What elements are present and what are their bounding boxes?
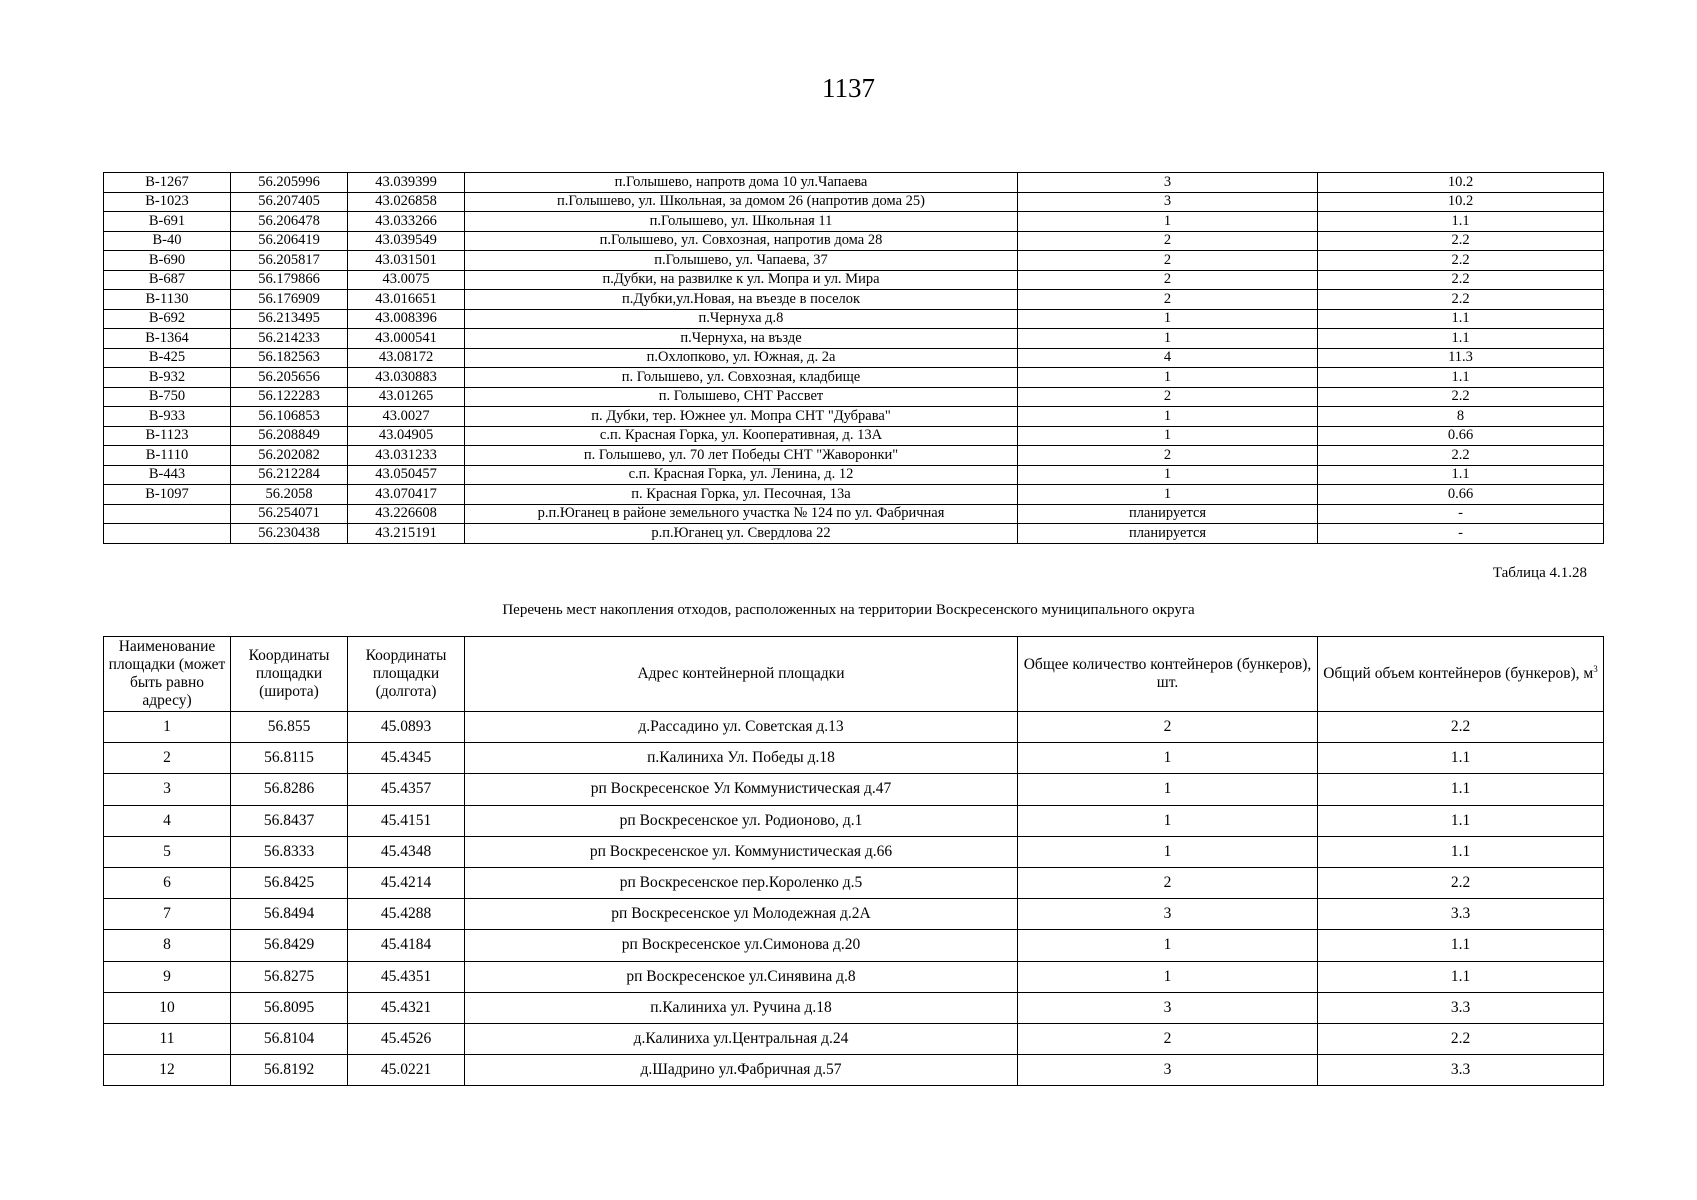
cell-longitude: 45.4345 bbox=[348, 743, 465, 774]
cell-container-volume: 2.2 bbox=[1318, 387, 1604, 407]
cell-address: рп Воскресенское пер.Короленко д.5 bbox=[465, 867, 1018, 898]
cell-latitude: 56.213495 bbox=[231, 309, 348, 329]
cell-longitude: 43.000541 bbox=[348, 329, 465, 349]
table-row bbox=[104, 1055, 1604, 1086]
cell-container-volume: 1.1 bbox=[1318, 465, 1604, 485]
cell-container-count: 3 bbox=[1018, 192, 1318, 212]
table-row bbox=[104, 446, 1604, 466]
table-row bbox=[104, 992, 1604, 1023]
header-site-name: Наименование площадки (может быть равно адресу) bbox=[104, 637, 231, 712]
table-row bbox=[104, 270, 1604, 290]
cell-site-name: В-1097 bbox=[104, 485, 231, 505]
cell-container-volume: 0.66 bbox=[1318, 485, 1604, 505]
cell-container-volume: 0.66 bbox=[1318, 426, 1604, 446]
cell-container-count: 1 bbox=[1018, 743, 1318, 774]
cell-container-volume: 10.2 bbox=[1318, 173, 1604, 193]
cell-site-name: 4 bbox=[104, 805, 231, 836]
table-row bbox=[104, 387, 1604, 407]
cell-container-volume: 2.2 bbox=[1318, 270, 1604, 290]
cell-container-count: 1 bbox=[1018, 329, 1318, 349]
table-row bbox=[104, 1023, 1604, 1054]
cell-container-volume: 1.1 bbox=[1318, 212, 1604, 232]
cell-address: п.Дубки, на развилке к ул. Мопра и ул. Мира bbox=[465, 270, 1018, 290]
cell-address: рп Воскресенское ул. Коммунистическая д.66 bbox=[465, 836, 1018, 867]
cell-container-count: 3 bbox=[1018, 992, 1318, 1023]
cell-container-volume: 2.2 bbox=[1318, 231, 1604, 251]
table-row bbox=[104, 524, 1604, 544]
cell-longitude: 43.039399 bbox=[348, 173, 465, 193]
table-title: Перечень мест накопления отходов, расположенных на территории Воскресенского муниципального округа bbox=[502, 602, 1195, 618]
cell-latitude: 56.8429 bbox=[231, 930, 348, 961]
cell-container-volume: 1.1 bbox=[1318, 743, 1604, 774]
cell-container-volume: 1.1 bbox=[1318, 836, 1604, 867]
cell-address: р.п.Юганец в районе земельного участка № 124 по ул. Фабричная bbox=[465, 504, 1018, 524]
cell-site-name: В-1023 bbox=[104, 192, 231, 212]
cell-latitude: 56.8095 bbox=[231, 992, 348, 1023]
cell-site-name: 9 bbox=[104, 961, 231, 992]
cell-container-volume: 1.1 bbox=[1318, 774, 1604, 805]
table-row bbox=[104, 712, 1604, 743]
table-header-row bbox=[104, 637, 1604, 712]
cell-container-volume: 1.1 bbox=[1318, 930, 1604, 961]
cell-latitude: 56.106853 bbox=[231, 407, 348, 427]
cell-longitude: 45.4526 bbox=[348, 1023, 465, 1054]
cell-site-name: В-443 bbox=[104, 465, 231, 485]
cell-container-count: 2 bbox=[1018, 867, 1318, 898]
cell-latitude: 56.207405 bbox=[231, 192, 348, 212]
cell-container-volume: 2.2 bbox=[1318, 446, 1604, 466]
cell-container-count: 2 bbox=[1018, 290, 1318, 310]
cell-address: с.п. Красная Горка, ул. Кооперативная, д. 13А bbox=[465, 426, 1018, 446]
cell-latitude: 56.2058 bbox=[231, 485, 348, 505]
cell-address: п.Голышево, ул. Школьная 11 bbox=[465, 212, 1018, 232]
table-row bbox=[104, 930, 1604, 961]
cell-address: д.Шадрино ул.Фабричная д.57 bbox=[465, 1055, 1018, 1086]
cell-address: рп Воскресенское Ул Коммунистическая д.47 bbox=[465, 774, 1018, 805]
cell-site-name: В-750 bbox=[104, 387, 231, 407]
cell-latitude: 56.230438 bbox=[231, 524, 348, 544]
cell-latitude: 56.8494 bbox=[231, 899, 348, 930]
cell-longitude: 43.01265 bbox=[348, 387, 465, 407]
cell-longitude: 43.031233 bbox=[348, 446, 465, 466]
cell-latitude: 56.8425 bbox=[231, 867, 348, 898]
table-row bbox=[104, 426, 1604, 446]
cell-site-name: 10 bbox=[104, 992, 231, 1023]
cell-container-volume: 11.3 bbox=[1318, 348, 1604, 368]
table-row bbox=[104, 309, 1604, 329]
cell-container-count: 2 bbox=[1018, 1023, 1318, 1054]
cell-address: п.Калиниха ул. Ручина д.18 bbox=[465, 992, 1018, 1023]
cell-address: п.Чернуха, на възде bbox=[465, 329, 1018, 349]
cell-address: п.Чернуха д.8 bbox=[465, 309, 1018, 329]
cell-longitude: 45.0221 bbox=[348, 1055, 465, 1086]
table-row bbox=[104, 173, 1604, 193]
cell-site-name bbox=[104, 504, 231, 524]
table-row bbox=[104, 290, 1604, 310]
cell-container-count: 3 bbox=[1018, 1055, 1318, 1086]
cell-container-count: 1 bbox=[1018, 368, 1318, 388]
cell-site-name: В-691 bbox=[104, 212, 231, 232]
cell-site-name: В-933 bbox=[104, 407, 231, 427]
cell-address: п.Голышево, напротв дома 10 ул.Чапаева bbox=[465, 173, 1018, 193]
table-row bbox=[104, 774, 1604, 805]
cell-site-name: В-40 bbox=[104, 231, 231, 251]
cell-container-volume: 2.2 bbox=[1318, 251, 1604, 271]
header-longitude: Координаты площадки (долгота) bbox=[348, 637, 465, 712]
cell-longitude: 43.026858 bbox=[348, 192, 465, 212]
cell-site-name: 3 bbox=[104, 774, 231, 805]
cell-site-name: В-690 bbox=[104, 251, 231, 271]
cell-address: п. Голышево, ул. Совхозная, кладбище bbox=[465, 368, 1018, 388]
cell-longitude: 45.4321 bbox=[348, 992, 465, 1023]
header-container-count: Общее количество контейнеров (бункеров), шт. bbox=[1018, 637, 1318, 712]
cell-container-count: 1 bbox=[1018, 961, 1318, 992]
cell-container-count: 4 bbox=[1018, 348, 1318, 368]
cell-latitude: 56.205996 bbox=[231, 173, 348, 193]
cell-address: п.Калиниха Ул. Победы д.18 bbox=[465, 743, 1018, 774]
cell-container-volume: 3.3 bbox=[1318, 899, 1604, 930]
cell-container-volume: 2.2 bbox=[1318, 290, 1604, 310]
cell-longitude: 45.4351 bbox=[348, 961, 465, 992]
table-row bbox=[104, 407, 1604, 427]
cell-site-name: 7 bbox=[104, 899, 231, 930]
cell-longitude: 45.4184 bbox=[348, 930, 465, 961]
cell-site-name: В-1130 bbox=[104, 290, 231, 310]
cell-container-volume: 1.1 bbox=[1318, 329, 1604, 349]
cell-container-volume: 8 bbox=[1318, 407, 1604, 427]
table-row bbox=[104, 212, 1604, 232]
table-number-label: Таблица 4.1.28 bbox=[1492, 565, 1587, 581]
cell-container-volume: 3.3 bbox=[1318, 992, 1604, 1023]
cell-longitude: 43.215191 bbox=[348, 524, 465, 544]
table-row bbox=[104, 348, 1604, 368]
table-row bbox=[104, 251, 1604, 271]
cell-container-volume: 2.2 bbox=[1318, 1023, 1604, 1054]
cell-longitude: 43.016651 bbox=[348, 290, 465, 310]
cell-longitude: 43.031501 bbox=[348, 251, 465, 271]
cell-container-volume: 1.1 bbox=[1318, 961, 1604, 992]
cell-site-name: 2 bbox=[104, 743, 231, 774]
cell-longitude: 43.070417 bbox=[348, 485, 465, 505]
cell-latitude: 56.206419 bbox=[231, 231, 348, 251]
header-address: Адрес контейнерной площадки bbox=[465, 637, 1018, 712]
cell-container-count: 1 bbox=[1018, 212, 1318, 232]
cell-site-name bbox=[104, 524, 231, 544]
cell-address: рп Воскресенское ул.Симонова д.20 bbox=[465, 930, 1018, 961]
cell-latitude: 56.205817 bbox=[231, 251, 348, 271]
cell-latitude: 56.8333 bbox=[231, 836, 348, 867]
cell-address: д.Калиниха ул.Центральная д.24 bbox=[465, 1023, 1018, 1054]
cell-site-name: В-687 bbox=[104, 270, 231, 290]
header-volume-text: Общий объем контейнеров (бункеров), м bbox=[1323, 665, 1594, 682]
cell-longitude: 43.0075 bbox=[348, 270, 465, 290]
cell-container-count: 1 bbox=[1018, 407, 1318, 427]
cell-address: п.Охлопково, ул. Южная, д. 2а bbox=[465, 348, 1018, 368]
page-number: 1137 bbox=[822, 73, 875, 103]
cell-container-count: 2 bbox=[1018, 446, 1318, 466]
cell-container-volume: 1.1 bbox=[1318, 309, 1604, 329]
cell-site-name: 5 bbox=[104, 836, 231, 867]
cell-container-volume: 10.2 bbox=[1318, 192, 1604, 212]
cell-container-volume: 3.3 bbox=[1318, 1055, 1604, 1086]
cell-longitude: 43.226608 bbox=[348, 504, 465, 524]
cell-latitude: 56.8192 bbox=[231, 1055, 348, 1086]
cell-container-count: 2 bbox=[1018, 270, 1318, 290]
cell-site-name: 1 bbox=[104, 712, 231, 743]
cell-container-count: 2 bbox=[1018, 712, 1318, 743]
cell-site-name: В-932 bbox=[104, 368, 231, 388]
cell-address: п. Красная Горка, ул. Песочная, 13а bbox=[465, 485, 1018, 505]
waste-sites-table-continued bbox=[103, 172, 1604, 544]
cell-longitude: 45.4214 bbox=[348, 867, 465, 898]
cell-latitude: 56.176909 bbox=[231, 290, 348, 310]
cell-container-count: 1 bbox=[1018, 485, 1318, 505]
cell-latitude: 56.202082 bbox=[231, 446, 348, 466]
cell-latitude: 56.855 bbox=[231, 712, 348, 743]
cell-longitude: 43.04905 bbox=[348, 426, 465, 446]
table-row bbox=[104, 465, 1604, 485]
cell-latitude: 56.8104 bbox=[231, 1023, 348, 1054]
table-row bbox=[104, 961, 1604, 992]
cell-longitude: 43.08172 bbox=[348, 348, 465, 368]
cell-container-count: 1 bbox=[1018, 309, 1318, 329]
table-row bbox=[104, 485, 1604, 505]
cell-container-count: 1 bbox=[1018, 774, 1318, 805]
waste-sites-table bbox=[103, 636, 1604, 1086]
cell-longitude: 45.0893 bbox=[348, 712, 465, 743]
cell-container-count: планируется bbox=[1018, 504, 1318, 524]
cell-latitude: 56.254071 bbox=[231, 504, 348, 524]
cell-container-count: 1 bbox=[1018, 805, 1318, 836]
cell-latitude: 56.205656 bbox=[231, 368, 348, 388]
cell-container-count: 1 bbox=[1018, 465, 1318, 485]
table-row bbox=[104, 899, 1604, 930]
cell-container-count: 2 bbox=[1018, 251, 1318, 271]
cell-latitude: 56.8115 bbox=[231, 743, 348, 774]
cell-container-count: планируется bbox=[1018, 524, 1318, 544]
cell-container-volume: - bbox=[1318, 504, 1604, 524]
cell-latitude: 56.8437 bbox=[231, 805, 348, 836]
cell-container-count: 1 bbox=[1018, 836, 1318, 867]
cell-address: рп Воскресенское ул.Синявина д.8 bbox=[465, 961, 1018, 992]
cell-address: рп Воскресенское ул. Родионово, д.1 bbox=[465, 805, 1018, 836]
cell-latitude: 56.182563 bbox=[231, 348, 348, 368]
cell-address: п.Голышево, ул. Совхозная, напротив дома 28 bbox=[465, 231, 1018, 251]
cell-latitude: 56.8286 bbox=[231, 774, 348, 805]
cell-container-count: 3 bbox=[1018, 899, 1318, 930]
cell-longitude: 45.4348 bbox=[348, 836, 465, 867]
cell-longitude: 43.008396 bbox=[348, 309, 465, 329]
cell-site-name: В-1364 bbox=[104, 329, 231, 349]
cell-container-volume: - bbox=[1318, 524, 1604, 544]
cell-site-name: 6 bbox=[104, 867, 231, 898]
table-row bbox=[104, 743, 1604, 774]
cell-container-count: 1 bbox=[1018, 930, 1318, 961]
cell-address: п.Дубки,ул.Новая, на въезде в поселок bbox=[465, 290, 1018, 310]
table-row bbox=[104, 836, 1604, 867]
header-container-volume bbox=[1318, 637, 1604, 712]
cell-address: п. Голышево, ул. 70 лет Победы СНТ "Жаворонки" bbox=[465, 446, 1018, 466]
cell-latitude: 56.212284 bbox=[231, 465, 348, 485]
cell-site-name: 11 bbox=[104, 1023, 231, 1054]
cell-latitude: 56.206478 bbox=[231, 212, 348, 232]
cell-address: рп Воскресенское ул Молодежная д.2А bbox=[465, 899, 1018, 930]
header-latitude: Координаты площадки (широта) bbox=[231, 637, 348, 712]
cell-site-name: 12 bbox=[104, 1055, 231, 1086]
cell-site-name: В-1267 bbox=[104, 173, 231, 193]
cell-longitude: 43.0027 bbox=[348, 407, 465, 427]
cell-address: д.Рассадино ул. Советская д.13 bbox=[465, 712, 1018, 743]
cell-container-volume: 1.1 bbox=[1318, 368, 1604, 388]
cell-site-name: В-425 bbox=[104, 348, 231, 368]
cell-latitude: 56.122283 bbox=[231, 387, 348, 407]
cell-container-count: 2 bbox=[1018, 231, 1318, 251]
cell-address: п. Дубки, тер. Южнее ул. Мопра СНТ "Дубрава" bbox=[465, 407, 1018, 427]
table-row bbox=[104, 192, 1604, 212]
table-row bbox=[104, 805, 1604, 836]
table-row bbox=[104, 329, 1604, 349]
cell-latitude: 56.179866 bbox=[231, 270, 348, 290]
cell-latitude: 56.214233 bbox=[231, 329, 348, 349]
cell-latitude: 56.208849 bbox=[231, 426, 348, 446]
cell-site-name: В-1123 bbox=[104, 426, 231, 446]
cell-longitude: 43.030883 bbox=[348, 368, 465, 388]
cell-site-name: В-1110 bbox=[104, 446, 231, 466]
cell-longitude: 43.033266 bbox=[348, 212, 465, 232]
cell-site-name: В-692 bbox=[104, 309, 231, 329]
cell-longitude: 43.050457 bbox=[348, 465, 465, 485]
table-row bbox=[104, 867, 1604, 898]
cell-address: р.п.Юганец ул. Свердлова 22 bbox=[465, 524, 1018, 544]
cell-longitude: 43.039549 bbox=[348, 231, 465, 251]
cell-longitude: 45.4151 bbox=[348, 805, 465, 836]
cell-latitude: 56.8275 bbox=[231, 961, 348, 992]
cell-longitude: 45.4357 bbox=[348, 774, 465, 805]
table-row bbox=[104, 231, 1604, 251]
cell-container-volume: 1.1 bbox=[1318, 805, 1604, 836]
cell-address: п. Голышево, СНТ Рассвет bbox=[465, 387, 1018, 407]
cell-container-volume: 2.2 bbox=[1318, 867, 1604, 898]
table-row bbox=[104, 368, 1604, 388]
cell-container-count: 2 bbox=[1018, 387, 1318, 407]
cell-container-volume: 2.2 bbox=[1318, 712, 1604, 743]
cell-site-name: 8 bbox=[104, 930, 231, 961]
cell-address: п.Голышево, ул. Чапаева, 37 bbox=[465, 251, 1018, 271]
cell-address: с.п. Красная Горка, ул. Ленина, д. 12 bbox=[465, 465, 1018, 485]
table-row bbox=[104, 504, 1604, 524]
header-volume-superscript: 3 bbox=[1593, 663, 1598, 674]
cell-container-count: 3 bbox=[1018, 173, 1318, 193]
cell-address: п.Голышево, ул. Школьная, за домом 26 (напротив дома 25) bbox=[465, 192, 1018, 212]
cell-longitude: 45.4288 bbox=[348, 899, 465, 930]
cell-container-count: 1 bbox=[1018, 426, 1318, 446]
